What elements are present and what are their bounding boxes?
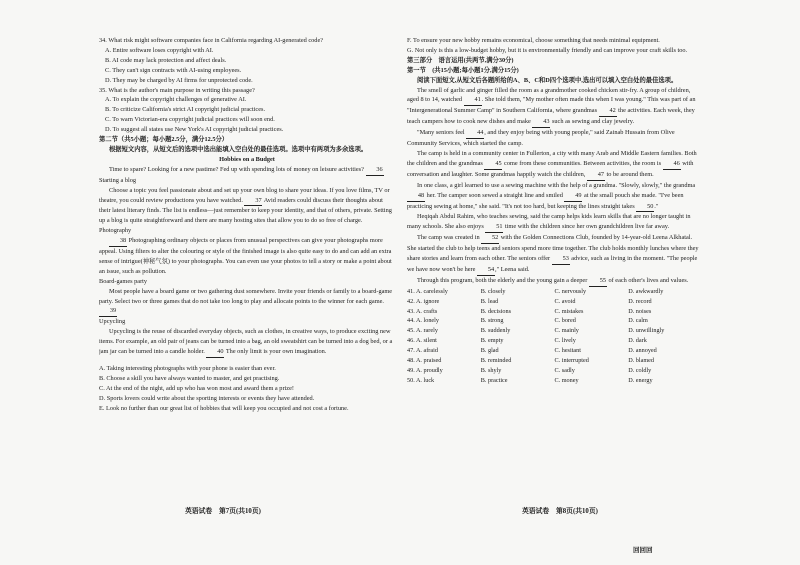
cloze-paragraph-3: The camp is held in a community center in Fullerton, a city with many Arab and Middle Eastern families. Both the children and the grandmas 45 come from these communities. Between activities, the room is 46 with conversation and laughter. Some grandmas happily watch the children, 47 to be around them. <box>407 149 702 181</box>
section-2-instructions: 根据短文内容，从短文后的选项中选出能填入空白处的最佳选项。选项中有两项为多余选项。 <box>109 145 368 153</box>
answer-row <box>407 297 702 307</box>
blank-52[interactable]: 52 <box>481 233 499 244</box>
q34-option-d: D. They may be charged by AI firms for unprotected code. <box>105 76 253 84</box>
answer-option[interactable]: C. avoid <box>554 297 576 305</box>
part-3-heading: 第三部分 语言运用(共两节,满分30分) <box>407 56 514 64</box>
section-1-instructions: 阅读下面短文,从短文后各题所给的A、B、C和D四个选项中,选出可以填入空白处的最佳选项。 <box>417 76 678 84</box>
answer-option[interactable]: D. coldly <box>628 367 652 374</box>
answer-option[interactable]: C. interrupted <box>554 357 589 365</box>
answer-option[interactable]: B. closely <box>480 287 506 295</box>
answer-option[interactable]: B. lead <box>480 297 499 305</box>
answer-option[interactable]: C. money <box>554 376 579 384</box>
subheading-upcycling: Upcycling <box>99 318 126 326</box>
subheading-board-games: Board-games party <box>99 277 148 285</box>
choice-b: B. Choose a skill you have always wanted to master, and get practising. <box>99 374 280 382</box>
blank-50[interactable]: 50 <box>636 202 654 213</box>
paragraph-upcycling: Upcycling is the reuse of discarded everyday objects, such as clothes, in creative ways, to produce exciting new items. For example, an old pair of jeans can be turned into a bag, an old sweatshirt can be turned into a dog bed, or a jam jar can be turned into a candle holder. 40 The only limit is your own imagination. <box>99 327 395 358</box>
q35-option-d: D. To suggest all states use New York's AI copyright judicial practices. <box>105 126 284 134</box>
cloze-paragraph-1: The smell of garlic and ginger filled the room as a grandmother cooked chicken stir-fry. A group of children, aged 8 to 14, watched 41. She told them, "My mother often made this when I was young." This was part of an "Intergenerational Summer Camp" in Southern California, where grandmas 42 the activities. Each week, they teach campers how to cook new dishes and make 43 such as sewing and clay jewelry. <box>407 86 702 129</box>
cloze-paragraph-2: "Many seniors feel 44, and they enjoy being with young people," said Zainab Hussain from Olive Community Services, which started the camp. <box>407 129 675 148</box>
answer-option[interactable]: B. strong <box>480 317 504 325</box>
choice-d: D. Sports lovers could write about the sporting interests or events they have attended. <box>99 394 315 402</box>
blank-54[interactable]: 54 <box>477 265 495 276</box>
answer-option[interactable]: 45. A. rarely <box>407 327 438 335</box>
answer-option[interactable]: C. nervously <box>554 287 587 295</box>
page-footer-right: 英语试卷 第8页(共10页) <box>522 508 598 515</box>
answer-row <box>407 307 702 317</box>
answer-option[interactable]: D. blamed <box>628 357 655 365</box>
answer-row <box>407 316 702 326</box>
answer-option[interactable]: B. reminded <box>480 357 512 365</box>
answer-option[interactable]: 43. A. crafts <box>407 307 438 315</box>
right-column <box>407 36 702 504</box>
question-34-stem: 34. What risk might software companies face in California regarding AI-generated code? <box>99 37 324 44</box>
question-35-stem: 35. What is the author's main purpose in writing this passage? <box>99 86 255 94</box>
blank-47[interactable]: 47 <box>587 170 605 181</box>
answer-row <box>407 336 702 346</box>
cloze-paragraph-6: The camp was created in 52 with the Golden Connections Club, founded by 14-year-old Leena Alkhatal. She started the club to help teens and seniors spend more time together. The club holds monthly lunches where they share stories and learn from each other. The seniors offer 53 advice, such as living in the moment. "The people we have now won't be here 54," Leena said. <box>407 233 702 276</box>
answer-option[interactable]: 41. A. carelessly <box>407 287 448 295</box>
answer-options-table <box>407 287 702 386</box>
blank-53[interactable]: 53 <box>552 254 570 265</box>
answer-row <box>407 376 702 386</box>
answer-option[interactable]: C. hesitant <box>554 347 581 355</box>
choice-c: C. At the end of the night, add up who has won most and award them a prize! <box>99 384 294 392</box>
cloze-paragraph-7: Through this program, both the elderly and the young gain a deeper 55 of each other's lives and values. <box>407 276 702 287</box>
answer-option[interactable]: B. empty <box>480 337 504 345</box>
blank-55[interactable]: 55 <box>589 276 607 287</box>
subheading-photography: Photography <box>99 227 132 235</box>
choice-a: A. Taking interesting photographs with your phone is easier than ever. <box>99 365 276 372</box>
answer-option[interactable]: 50. A. luck <box>407 376 435 384</box>
answer-row <box>407 366 702 376</box>
blank-42[interactable]: 42 <box>599 106 617 117</box>
q35-option-a: A. To explain the copyright challenges of generative AI. <box>105 96 247 104</box>
answer-row <box>407 356 702 366</box>
blank-48[interactable]: 48 <box>407 191 425 202</box>
answer-option[interactable]: C. mainly <box>554 327 579 335</box>
paragraph-photography: 38 Photographing ordinary objects or places from unusual perspectives can give your photographs more appeal. Using filters to alter the colouring or style of the finished image is also quite easy to do and can add an extra sense of intrigue(神秘气氛) to your photographs. You can even use your photos to tell a story or make a point about an issue, such as pollution. <box>99 237 392 275</box>
q34-option-c: C. They can't sign contracts with AI-using employees. <box>105 66 242 74</box>
section-2-heading: 第二节（共5小题；每小题2.5分，满分12.5分） <box>99 136 229 144</box>
blank-38[interactable]: 38 <box>109 236 127 247</box>
blank-37[interactable]: 37 <box>244 196 262 207</box>
answer-option[interactable]: B. glad <box>480 347 499 355</box>
cloze-paragraph-4: In one class, a girl learned to use a sewing machine with the help of a grandma. "Slowly, slowly," the grandma 48 her. The camper soon sewed a straight line and smiled 49 at the small pouch she made. "I've been practicing sewing at home," she said. "It's not too hard, but keeping the lines straight takes 50." <box>407 181 702 213</box>
answer-option[interactable]: D. calm <box>628 317 648 325</box>
answer-option[interactable]: 49. A. proudly <box>407 367 443 374</box>
cloze-paragraph-5: Heqiqah Abdul Rahim, who teaches sewing, said the camp helps kids learn skills that are no longer taught in many schools. She also enjoys 51 time with the children since her own grandchildren live far away. <box>407 212 702 233</box>
answer-option[interactable]: 42. A. ignore <box>407 297 440 305</box>
q35-option-b: B. To criticize California's strict AI copyright judicial practices. <box>105 106 266 114</box>
blank-45[interactable]: 45 <box>484 159 502 170</box>
blank-43[interactable]: 43 <box>532 117 550 128</box>
answer-option[interactable]: 44. A. lonely <box>407 317 439 325</box>
section-1-heading: 第一节 (共15小题;每小题1分,满分15分) <box>407 66 519 74</box>
answer-option[interactable]: B. shyly <box>480 367 502 374</box>
q34-option-a: A. Entire software loses copyright with AI. <box>105 46 214 54</box>
blank-39[interactable]: 39 <box>99 306 117 317</box>
intro-paragraph: Time to spare? Looking for a new pastime? Fed up with spending lots of money on leisure activities? 36 <box>99 165 395 176</box>
answer-option[interactable]: D. awkwardly <box>628 287 664 295</box>
blank-51[interactable]: 51 <box>485 222 503 233</box>
blank-41[interactable]: 41 <box>464 95 482 106</box>
answer-option[interactable]: D. dark <box>628 337 647 345</box>
corner-mark: 回回回 <box>633 547 653 554</box>
blank-49[interactable]: 49 <box>564 191 582 202</box>
answer-option[interactable]: 48. A. praised <box>407 357 442 365</box>
q35-option-c: C. To warn Victorian-era copyright judicial practices will soon end. <box>105 116 275 124</box>
choice-g: G. Not only is this a low-budget hobby, but it is environmentally friendly and can improve your craft skills too. <box>407 46 688 54</box>
page-footer-left: 英语试卷 第7页(共10页) <box>185 508 261 515</box>
blank-46[interactable]: 46 <box>663 159 681 170</box>
answer-option[interactable]: D. annoyed <box>628 347 657 355</box>
answer-option[interactable]: 46. A. silent <box>407 337 437 345</box>
choice-f: F. To ensure your new hobby remains economical, choose something that needs minimal equipment. <box>407 37 660 44</box>
answer-option[interactable]: C. lively <box>554 337 576 345</box>
answer-option[interactable]: 47. A. afraid <box>407 347 438 355</box>
answer-option[interactable]: C. bored <box>554 317 576 325</box>
answer-option[interactable]: B. suddenly <box>480 327 511 335</box>
answer-option[interactable]: C. mistakes <box>554 307 584 315</box>
passage-title: Hobbies on a Budget <box>219 155 275 163</box>
left-column <box>99 36 395 504</box>
blank-36[interactable]: 36 <box>366 165 384 176</box>
subheading-blog: Starting a blog <box>99 176 137 184</box>
answer-option[interactable]: C. sadly <box>554 367 575 374</box>
answer-option[interactable]: B. practice <box>480 376 508 384</box>
paragraph-board-games: Most people have a board game or two gathering dust somewhere. Invite your friends or family to a board-game party. Select two or three games that do not take too long to play and allocate points to the winner for each game. 39 <box>99 287 395 318</box>
choice-e: E. Look no further than our great list of hobbies that will keep you occupied and not cost a fortune. <box>99 404 349 412</box>
q34-option-b: B. AI code may lack protection and affect deals. <box>105 56 227 64</box>
answer-row <box>407 287 702 297</box>
answer-option[interactable]: D. record <box>628 297 652 305</box>
answer-row <box>407 346 702 356</box>
answer-option[interactable]: B. decisions <box>480 307 511 315</box>
blank-44[interactable]: 44 <box>466 128 484 139</box>
answer-row <box>407 326 702 336</box>
answer-option[interactable]: D. noises <box>628 307 652 315</box>
blank-40[interactable]: 40 <box>206 347 224 358</box>
answer-option[interactable]: D. unwillingly <box>628 327 665 335</box>
paragraph-blog: Choose a topic you feel passionate about and set up your own blog to share your ideas. If you love films, TV or theatre, you could review productions you have watched. 37 Avid readers could discuss their thoughts about their latest literary finds. The list is endless—just remember to keep your identity, and that of others, private. Setting up a blog is quite straightforward and there are many hosting sites that allow you to do so free of charge. <box>99 186 392 225</box>
answer-option[interactable]: D. energy <box>628 376 653 384</box>
